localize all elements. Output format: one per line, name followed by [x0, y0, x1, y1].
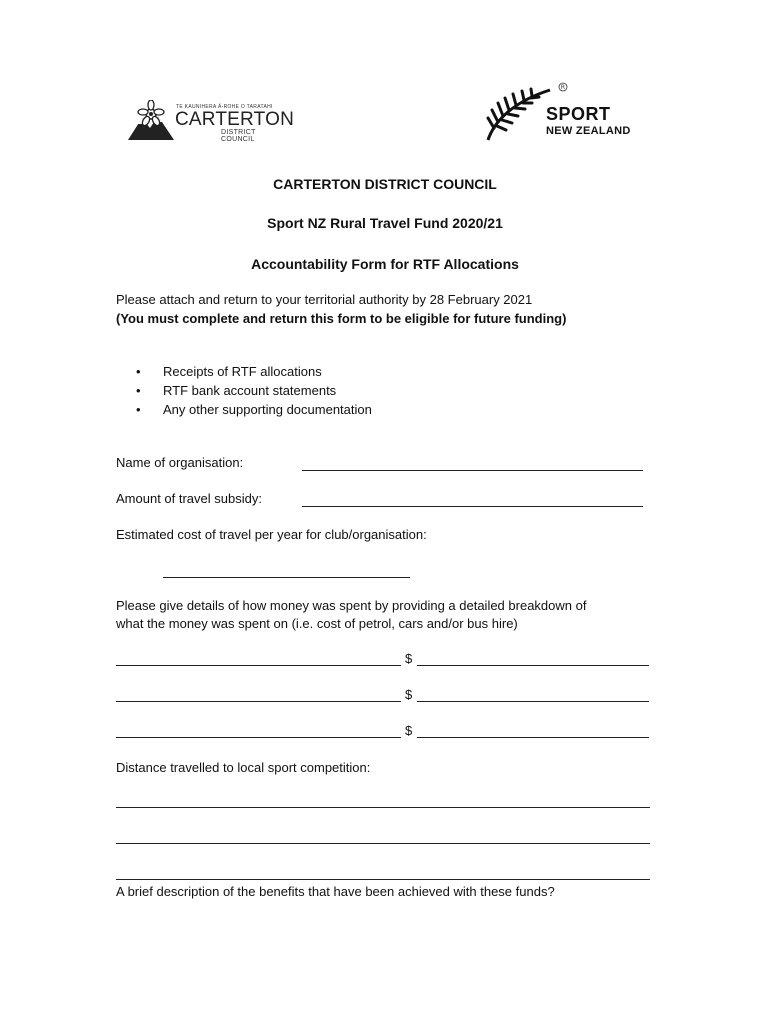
distance-label: Distance travelled to local sport competition: — [116, 760, 371, 775]
organisation-name-label: Name of organisation: — [116, 455, 244, 470]
estimated-cost-field[interactable] — [163, 577, 410, 578]
return-instruction: Please attach and return to your territorial authority by 28 February 2021 — [116, 292, 533, 307]
currency-symbol: $ — [405, 687, 413, 702]
sport-nz-name: SPORT — [546, 104, 611, 124]
svg-text:R: R — [560, 84, 566, 92]
distance-field-line-2[interactable] — [116, 843, 650, 844]
currency-symbol: $ — [405, 723, 413, 738]
expense-amount-field-3[interactable] — [417, 737, 649, 738]
currency-symbol: $ — [405, 651, 413, 666]
organisation-name-field[interactable] — [302, 470, 643, 471]
carterton-logo — [126, 100, 294, 144]
list-item: • Any other supporting documentation — [136, 401, 372, 420]
carterton-tagline: TE KAUNIHERA Ā-ROHE O TARATAHI — [176, 104, 273, 110]
travel-subsidy-field[interactable] — [302, 506, 643, 507]
list-item: • Receipts of RTF allocations — [136, 363, 372, 382]
estimated-cost-label: Estimated cost of travel per year for club/organisation: — [116, 527, 427, 542]
carterton-flower-mountain-icon — [126, 100, 174, 144]
expense-item-field-3[interactable] — [116, 737, 401, 738]
distance-field-line-3[interactable] — [116, 879, 650, 880]
benefits-label: A brief description of the benefits that have been achieved with these funds? — [116, 884, 555, 899]
fund-heading: Sport NZ Rural Travel Fund 2020/21 — [267, 215, 503, 231]
expense-amount-field-1[interactable] — [417, 665, 649, 666]
carterton-subtitle: DISTRICT COUNCIL — [221, 129, 256, 143]
council-heading: CARTERTON DISTRICT COUNCIL — [273, 176, 497, 192]
breakdown-instruction-line1: Please give details of how money was spent by providing a detailed breakdown of — [116, 598, 587, 613]
travel-subsidy-label: Amount of travel subsidy: — [116, 491, 262, 506]
expense-item-field-2[interactable] — [116, 701, 401, 702]
sport-nz-logo — [484, 82, 649, 142]
registered-mark-icon — [558, 82, 568, 92]
distance-field-line-1[interactable] — [116, 807, 650, 808]
sport-nz-subtitle: NEW ZEALAND — [546, 125, 631, 137]
breakdown-instruction-line2: what the money was spent on (i.e. cost of petrol, cars and/or bus hire) — [116, 616, 518, 631]
attachments-list — [136, 363, 372, 420]
expense-item-field-1[interactable] — [116, 665, 401, 666]
silver-fern-icon — [484, 86, 554, 142]
expense-amount-field-2[interactable] — [417, 701, 649, 702]
carterton-name: CARTERTON — [175, 109, 294, 130]
form-title: Accountability Form for RTF Allocations — [251, 256, 519, 272]
list-item: • RTF bank account statements — [136, 382, 372, 401]
eligibility-requirement: (You must complete and return this form to be eligible for future funding) — [116, 311, 567, 326]
